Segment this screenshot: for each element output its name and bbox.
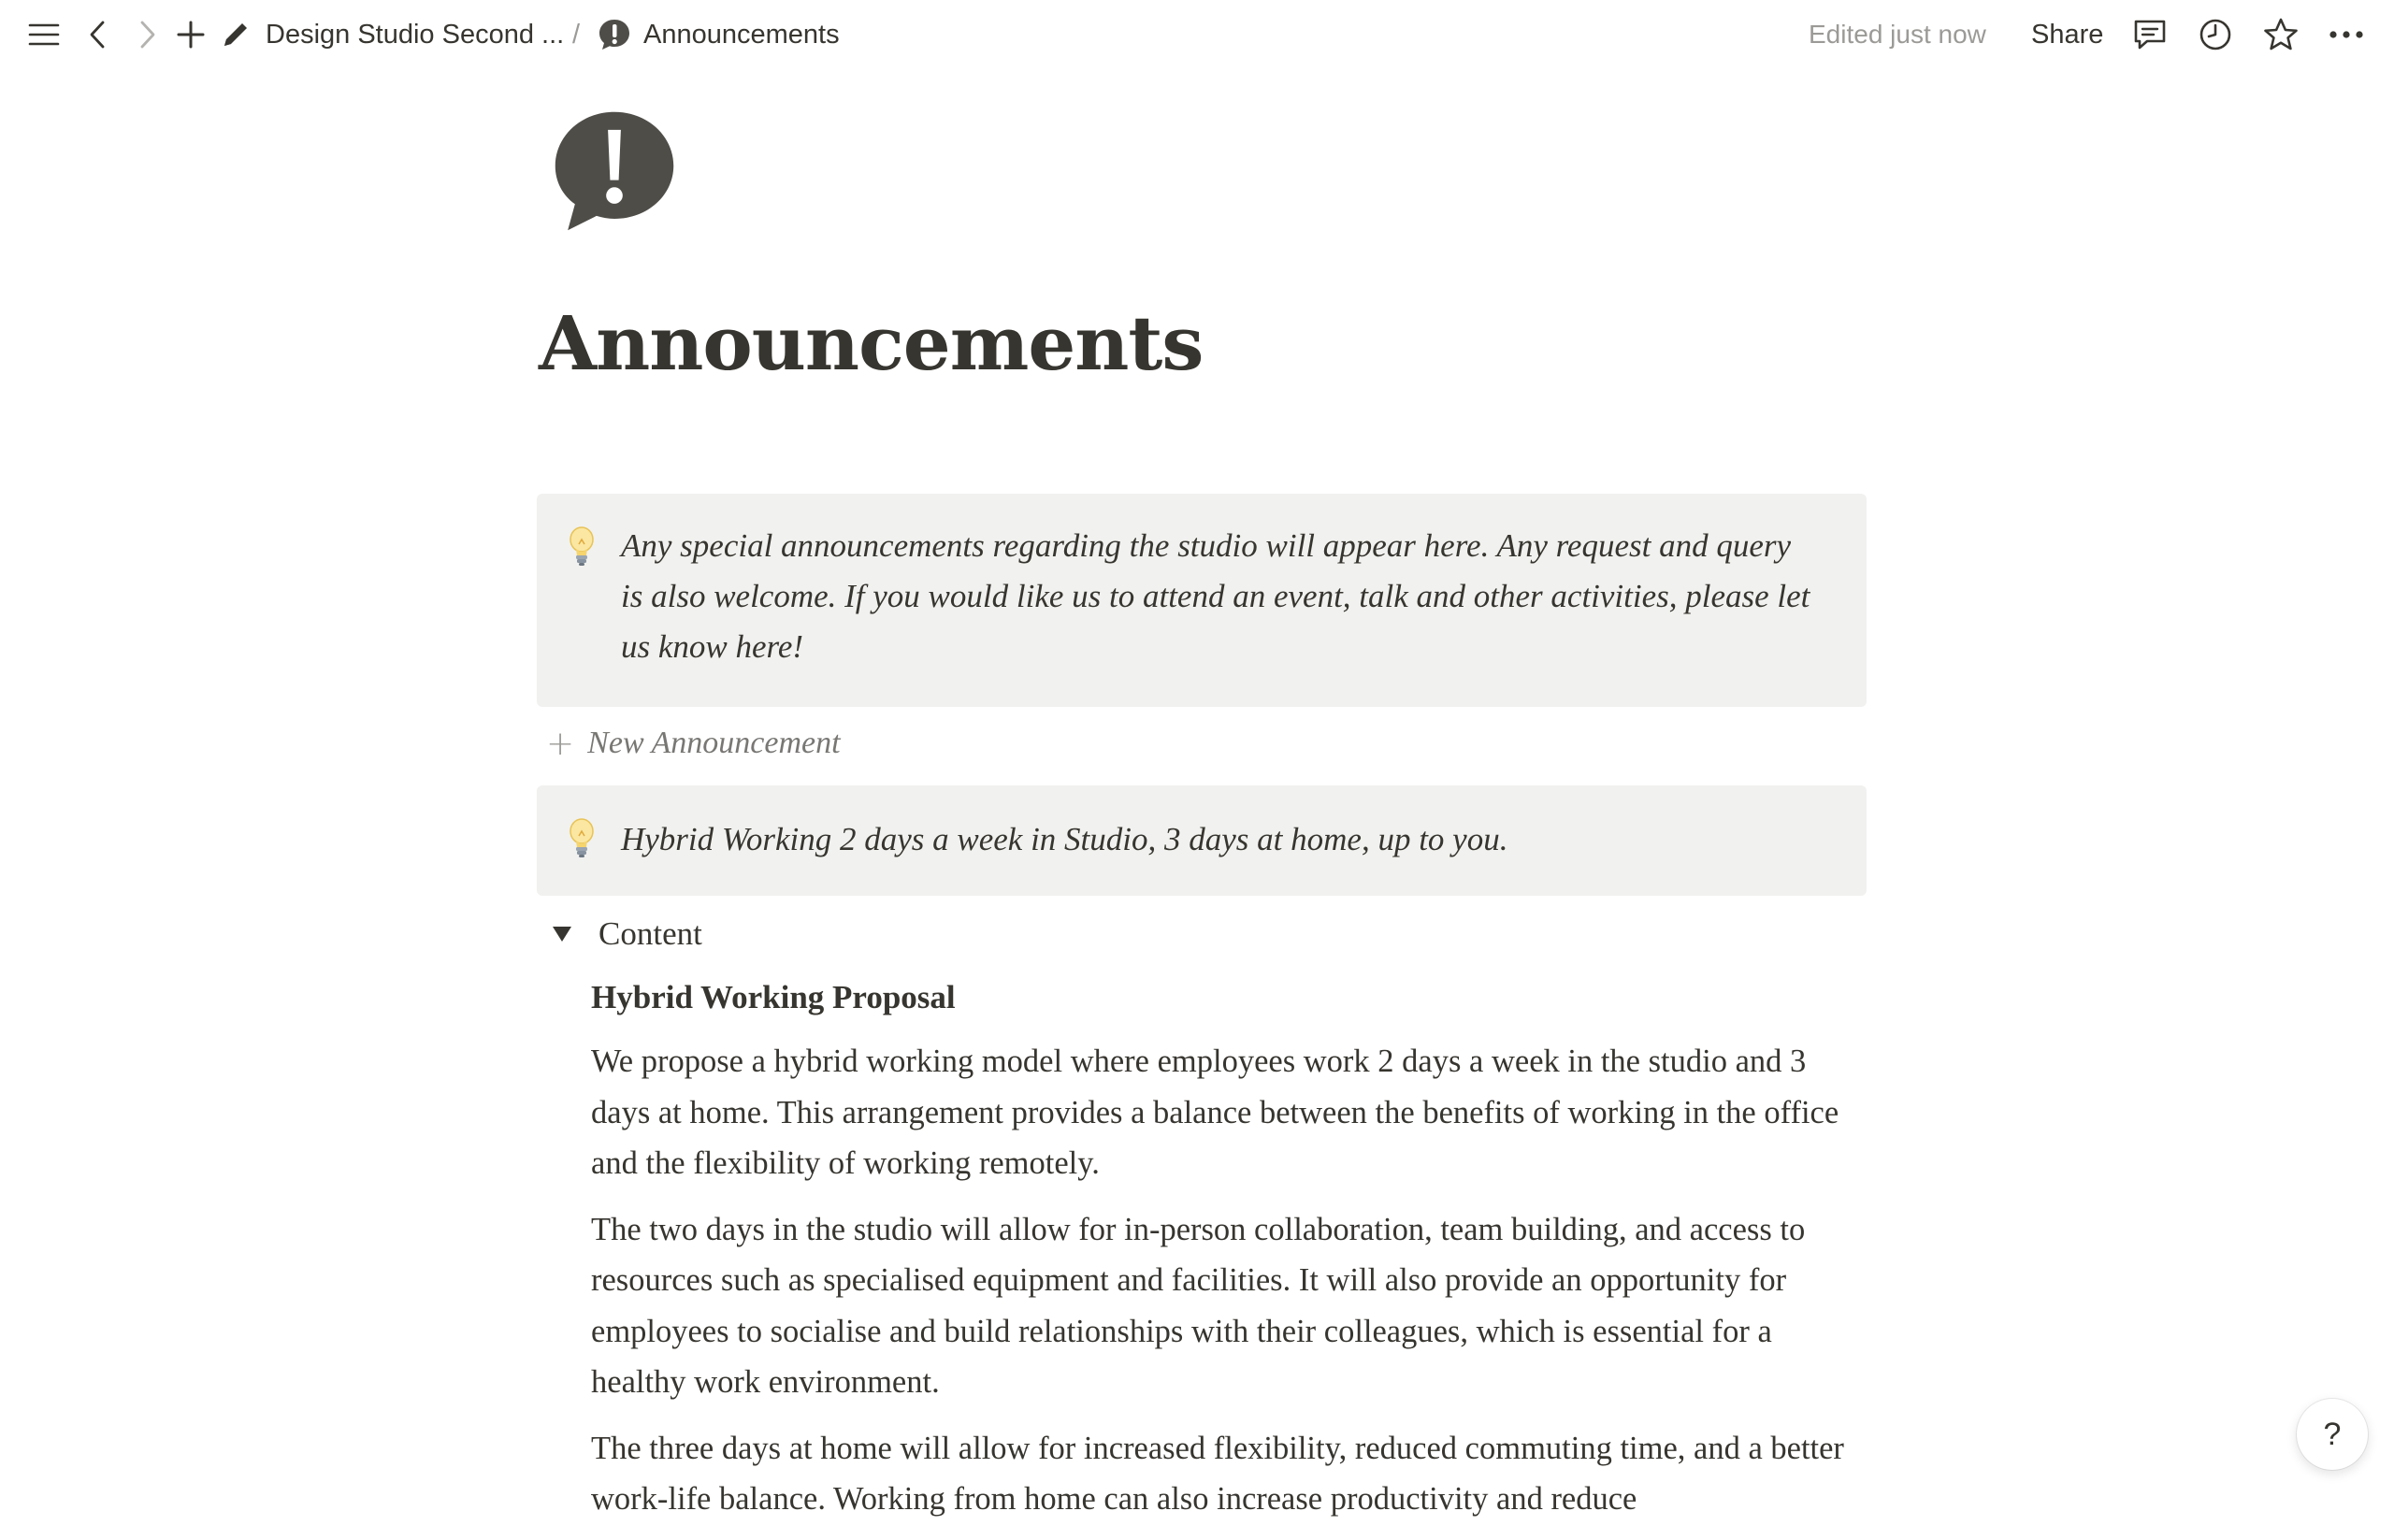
plus-icon: + xyxy=(546,724,575,763)
new-announcement-button[interactable] xyxy=(546,720,841,767)
forward-arrow-icon[interactable] xyxy=(125,13,168,56)
breadcrumb-current[interactable]: Announcements xyxy=(643,19,840,50)
clock-icon[interactable] xyxy=(2194,13,2237,56)
breadcrumb-separator: / xyxy=(572,19,581,50)
page-title[interactable]: Announcements xyxy=(539,299,1204,387)
help-button[interactable]: ? xyxy=(2297,1399,2368,1470)
new-announcement-label: New Announcement xyxy=(587,726,841,760)
breadcrumb-parent[interactable]: Design Studio Second ... xyxy=(266,19,565,50)
back-arrow-icon[interactable] xyxy=(77,13,120,56)
light-bulb-icon xyxy=(563,815,600,860)
content-toggle[interactable] xyxy=(546,911,702,957)
exclamation-speech-bubble-icon xyxy=(593,13,636,56)
content-heading[interactable]: Hybrid Working Proposal xyxy=(591,979,956,1015)
comment-icon[interactable] xyxy=(2128,13,2171,56)
intro-callout-text[interactable]: Any special announcements regarding the studio will appear here. Any request and query is also welcome. If you would like us to attend an event, talk and other activities, please let us know here! xyxy=(621,527,1810,665)
pencil-icon[interactable] xyxy=(214,13,257,56)
triangle-down-icon[interactable] xyxy=(546,926,578,943)
toggle-label[interactable]: Content xyxy=(598,915,702,952)
paragraph[interactable]: The two days in the studio will allow for in-person collaboration, team building, and access to resources such as specialised equipment and facilities. It will also provide an opportunity for employees to socialise and build relationships with their colleagues, which is essential for a healthy work environment. xyxy=(591,1211,1806,1400)
paragraph[interactable]: We propose a hybrid working model where employees work 2 days a week in the studio and 3 days at home. This arrangement provides a balance between the benefits of working in the office and the flexibility of working remotely. xyxy=(591,1043,1839,1181)
more-dots-icon[interactable] xyxy=(2325,13,2368,56)
intro-callout[interactable] xyxy=(537,494,1867,707)
page-emoji-icon[interactable] xyxy=(550,107,679,236)
hybrid-callout-text[interactable]: Hybrid Working 2 days a week in Studio, 3 days at home, up to you. xyxy=(621,821,1508,857)
paragraph[interactable]: The three days at home will allow for increased flexibility, reduced commuting time, and a better work-life balance. Working from home can also increase productivity and reduce xyxy=(591,1430,1844,1517)
hybrid-callout[interactable] xyxy=(537,785,1867,896)
light-bulb-icon xyxy=(563,524,600,569)
menu-icon[interactable] xyxy=(22,13,65,56)
plus-icon[interactable] xyxy=(169,13,212,56)
top-bar xyxy=(0,0,2394,69)
toggle-content xyxy=(591,972,1872,1540)
star-icon[interactable] xyxy=(2259,13,2302,56)
share-button[interactable]: Share xyxy=(2031,19,2104,50)
edited-status: Edited just now xyxy=(1809,20,1986,49)
